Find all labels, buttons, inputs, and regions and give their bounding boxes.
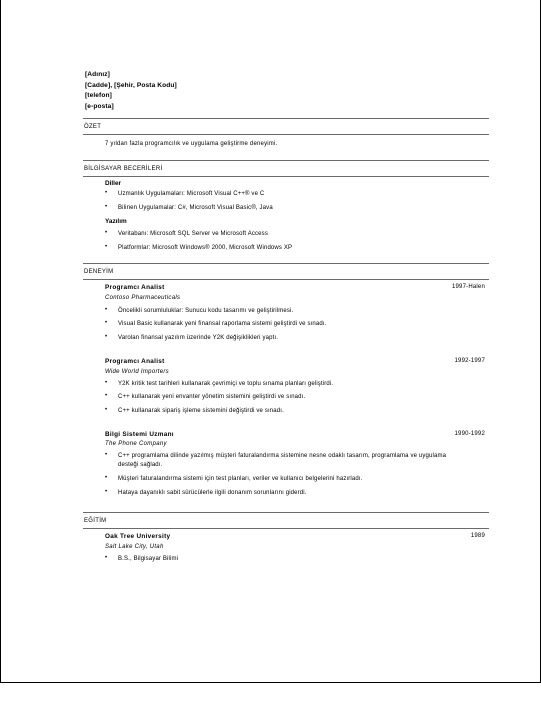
experience-heading: DENEYİM <box>83 263 489 280</box>
company-name[interactable]: Contoso Pharmaceuticals <box>105 295 181 301</box>
summary-text[interactable]: 7 yıldan fazla programcılık ve uygulama geliştirme deneyimi. <box>105 141 278 147</box>
bullet-icon: • <box>105 407 108 413</box>
job-title[interactable]: Programcı Analist <box>105 284 165 291</box>
list-item[interactable]: • Öncelikli sorumluluklar: Sunucu kodu tasarımı ve geliştirilmesi. <box>105 307 294 314</box>
education-heading: EĞİTİM <box>83 512 489 529</box>
job-dates[interactable]: 1997-Halen <box>451 284 485 290</box>
bullet-icon: • <box>105 393 108 399</box>
list-item[interactable]: • Varolan finansal yazılım üzerinde Y2K değişiklikleri yaptı. <box>105 334 279 341</box>
bullet-icon: • <box>105 475 108 481</box>
bullet-icon: • <box>105 230 108 236</box>
skills-section <box>83 160 489 260</box>
bullet-icon: • <box>105 204 108 210</box>
bullet-icon: • <box>105 307 108 313</box>
graduation-year[interactable]: 1989 <box>470 533 485 539</box>
bullet-icon: • <box>105 334 108 340</box>
bullet-icon: • <box>105 320 108 326</box>
education-section <box>83 512 489 572</box>
list-item[interactable]: • Uzmanlık Uygulamaları: Microsoft Visual C++® ve C <box>105 190 265 197</box>
skills-group-title-software[interactable]: Yazılım <box>105 218 127 225</box>
experience-section <box>83 263 489 509</box>
contact-email[interactable]: [e-posta] <box>85 102 114 110</box>
company-name[interactable]: Wide World Importers <box>105 369 169 375</box>
school-location[interactable]: Salt Lake City, Utah <box>105 544 164 550</box>
summary-heading: ÖZET <box>83 118 489 135</box>
contact-block <box>85 70 177 112</box>
list-item[interactable]: • Müşteri faturalandırma sistemi için test planları, veriler ve kullanıcı belgelerini hazırladı. <box>105 475 363 482</box>
bullet-icon: • <box>105 489 108 495</box>
list-item[interactable]: • Veritabanı: Microsoft SQL Server ve Microsoft Access <box>105 230 268 237</box>
job-title[interactable]: Bilgi Sistemi Uzmanı <box>105 431 174 438</box>
bullet-icon: • <box>105 380 108 386</box>
contact-name[interactable]: [Adınız] <box>85 71 110 78</box>
job-dates[interactable]: 1990-1992 <box>454 431 485 437</box>
list-item[interactable]: • C++ kullanarak yeni envanter yönetim sistemini geliştirdi ve sınadı. <box>105 393 306 400</box>
summary-section <box>83 118 489 154</box>
list-item[interactable]: • Visual Basic kullanarak yeni finansal raporlama sistemi geliştirdi ve sınadı. <box>105 320 327 327</box>
company-name[interactable]: The Phone Company <box>105 441 167 447</box>
list-item[interactable]: • Platformlar: Microsoft Windows® 2000, Microsoft Windows XP <box>105 244 293 251</box>
list-item[interactable]: • B.S., Bilgisayar Bilimi <box>105 555 179 562</box>
bullet-icon: • <box>105 244 108 250</box>
list-item[interactable]: • C++ kullanarak sipariş işleme sistemini değiştirdi ve sınadı. <box>105 407 284 414</box>
list-item[interactable]: • C++ programlama dilinde yazılmış müşteri faturalandırma sistemine nesne odaklı tasarım, programlama ve uygulama desteği sağladı. <box>105 452 447 468</box>
skills-group-title-languages[interactable]: Diller <box>105 180 121 187</box>
school-name[interactable]: Oak Tree University <box>105 533 171 540</box>
job-title[interactable]: Programcı Analist <box>105 358 165 365</box>
contact-address[interactable]: [Cadde], [Şehir, Posta Kodu] <box>85 81 177 89</box>
bullet-icon: • <box>105 555 108 561</box>
contact-phone[interactable]: [telefon] <box>85 92 112 99</box>
list-item[interactable]: • Y2K kritik test tarihleri kullanarak çevrimiçi ve toplu sınama planları geliştirdi. <box>105 380 334 387</box>
list-item[interactable]: • Bilinen Uygulamalar: C#, Microsoft Visual Basic®, Java <box>105 204 273 211</box>
skills-heading: BİLGİSAYAR BECERİLERİ <box>83 160 489 177</box>
bullet-icon: • <box>105 452 108 458</box>
bullet-icon: • <box>105 190 108 196</box>
list-item[interactable]: • Hataya dayanıklı sabit sürücülerle ilgili donanım sorunlarını giderdi. <box>105 489 307 496</box>
job-dates[interactable]: 1992-1997 <box>454 358 485 364</box>
